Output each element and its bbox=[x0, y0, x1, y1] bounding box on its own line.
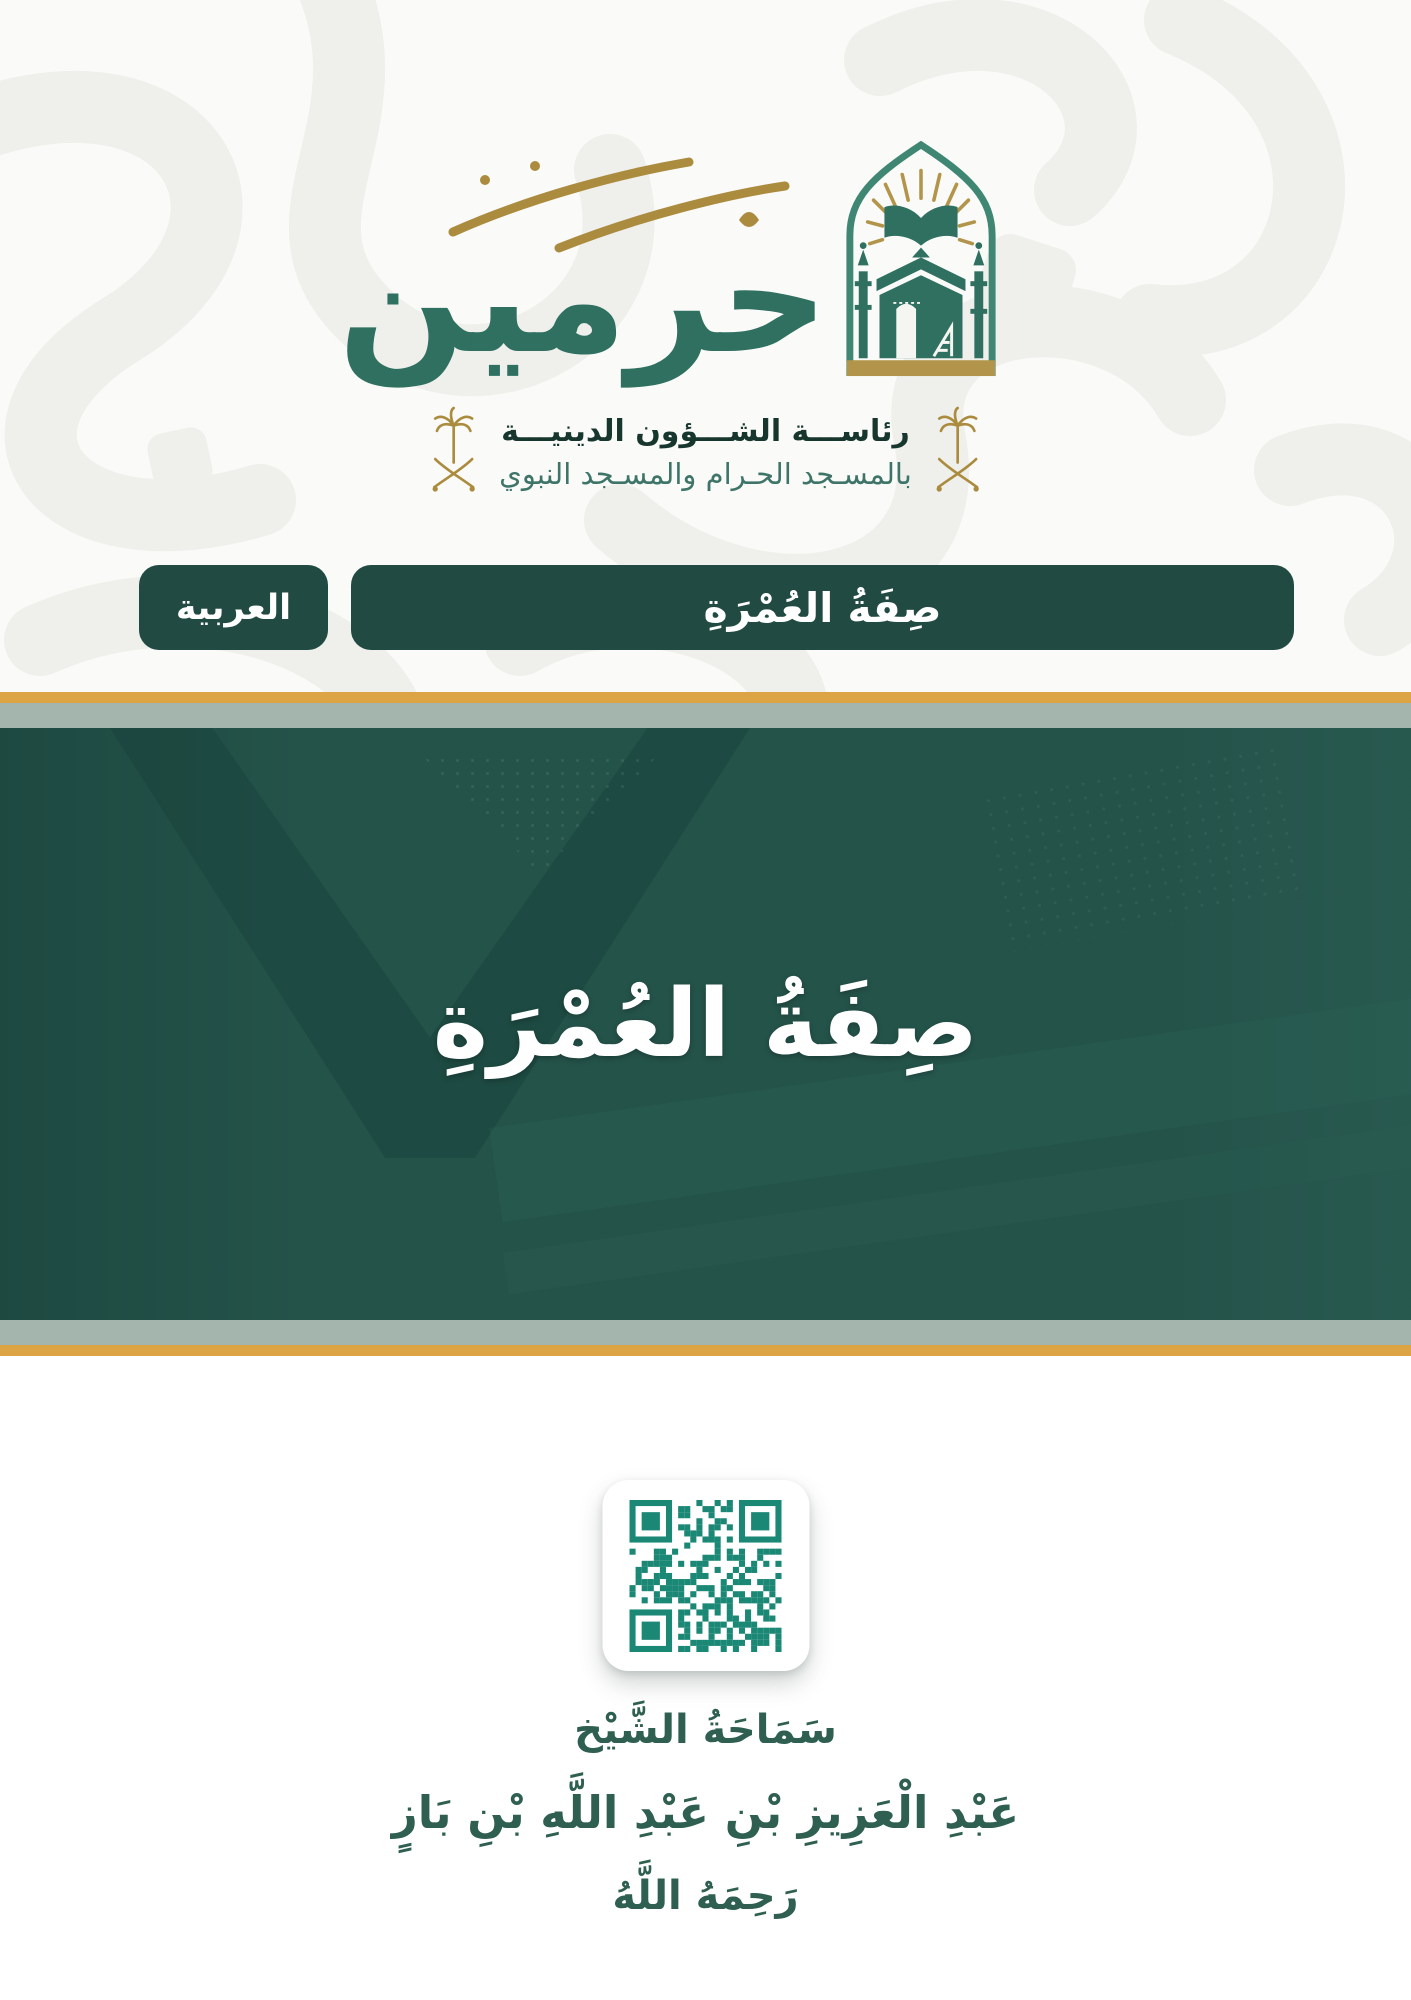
sage-divider-bottom bbox=[0, 1320, 1411, 1345]
qr-card bbox=[602, 1480, 809, 1671]
language-badge bbox=[139, 565, 328, 650]
org-name bbox=[499, 414, 912, 491]
language-badge-label: العربية bbox=[175, 587, 292, 628]
title-badge bbox=[351, 565, 1294, 650]
logo bbox=[337, 118, 1003, 387]
header-section bbox=[0, 0, 1411, 692]
sage-divider-top bbox=[0, 703, 1411, 728]
org-name-line2: بالمسـجد الحـرام والمسـجد النبوي bbox=[499, 456, 912, 491]
gold-divider-bottom bbox=[0, 1345, 1411, 1356]
document-title: صِفَةُ العُمْرَةِ bbox=[432, 969, 979, 1079]
haramain-emblem-icon bbox=[839, 133, 1003, 380]
banner-background bbox=[0, 728, 1411, 1320]
logo-wordmark-block bbox=[337, 118, 829, 387]
title-badge-label: صِفَةُ العُمْرَةِ bbox=[703, 583, 942, 632]
org-name-line1: رئاســـة الشـــؤون الدينيـــة bbox=[501, 413, 910, 449]
author-eulogy: رَحِمَهُ اللَّهُ bbox=[612, 1872, 799, 1919]
palm-swords-icon bbox=[431, 406, 475, 498]
qr-code-icon bbox=[630, 1500, 782, 1652]
title-banner bbox=[0, 692, 1411, 1356]
org-name-block bbox=[431, 406, 980, 498]
author-name: عَبْدِ الْعَزِيزِ بْنِ عَبْدِ اللَّهِ بْنِ بَازٍ bbox=[391, 1786, 1020, 1839]
gold-divider-top bbox=[0, 692, 1411, 703]
author-honorific: سَمَاحَةُ الشَّيْخ bbox=[574, 1707, 837, 1753]
author-block bbox=[0, 1692, 1411, 1934]
logo-wordmark: حرمين bbox=[337, 212, 829, 387]
palm-swords-icon bbox=[936, 406, 980, 498]
